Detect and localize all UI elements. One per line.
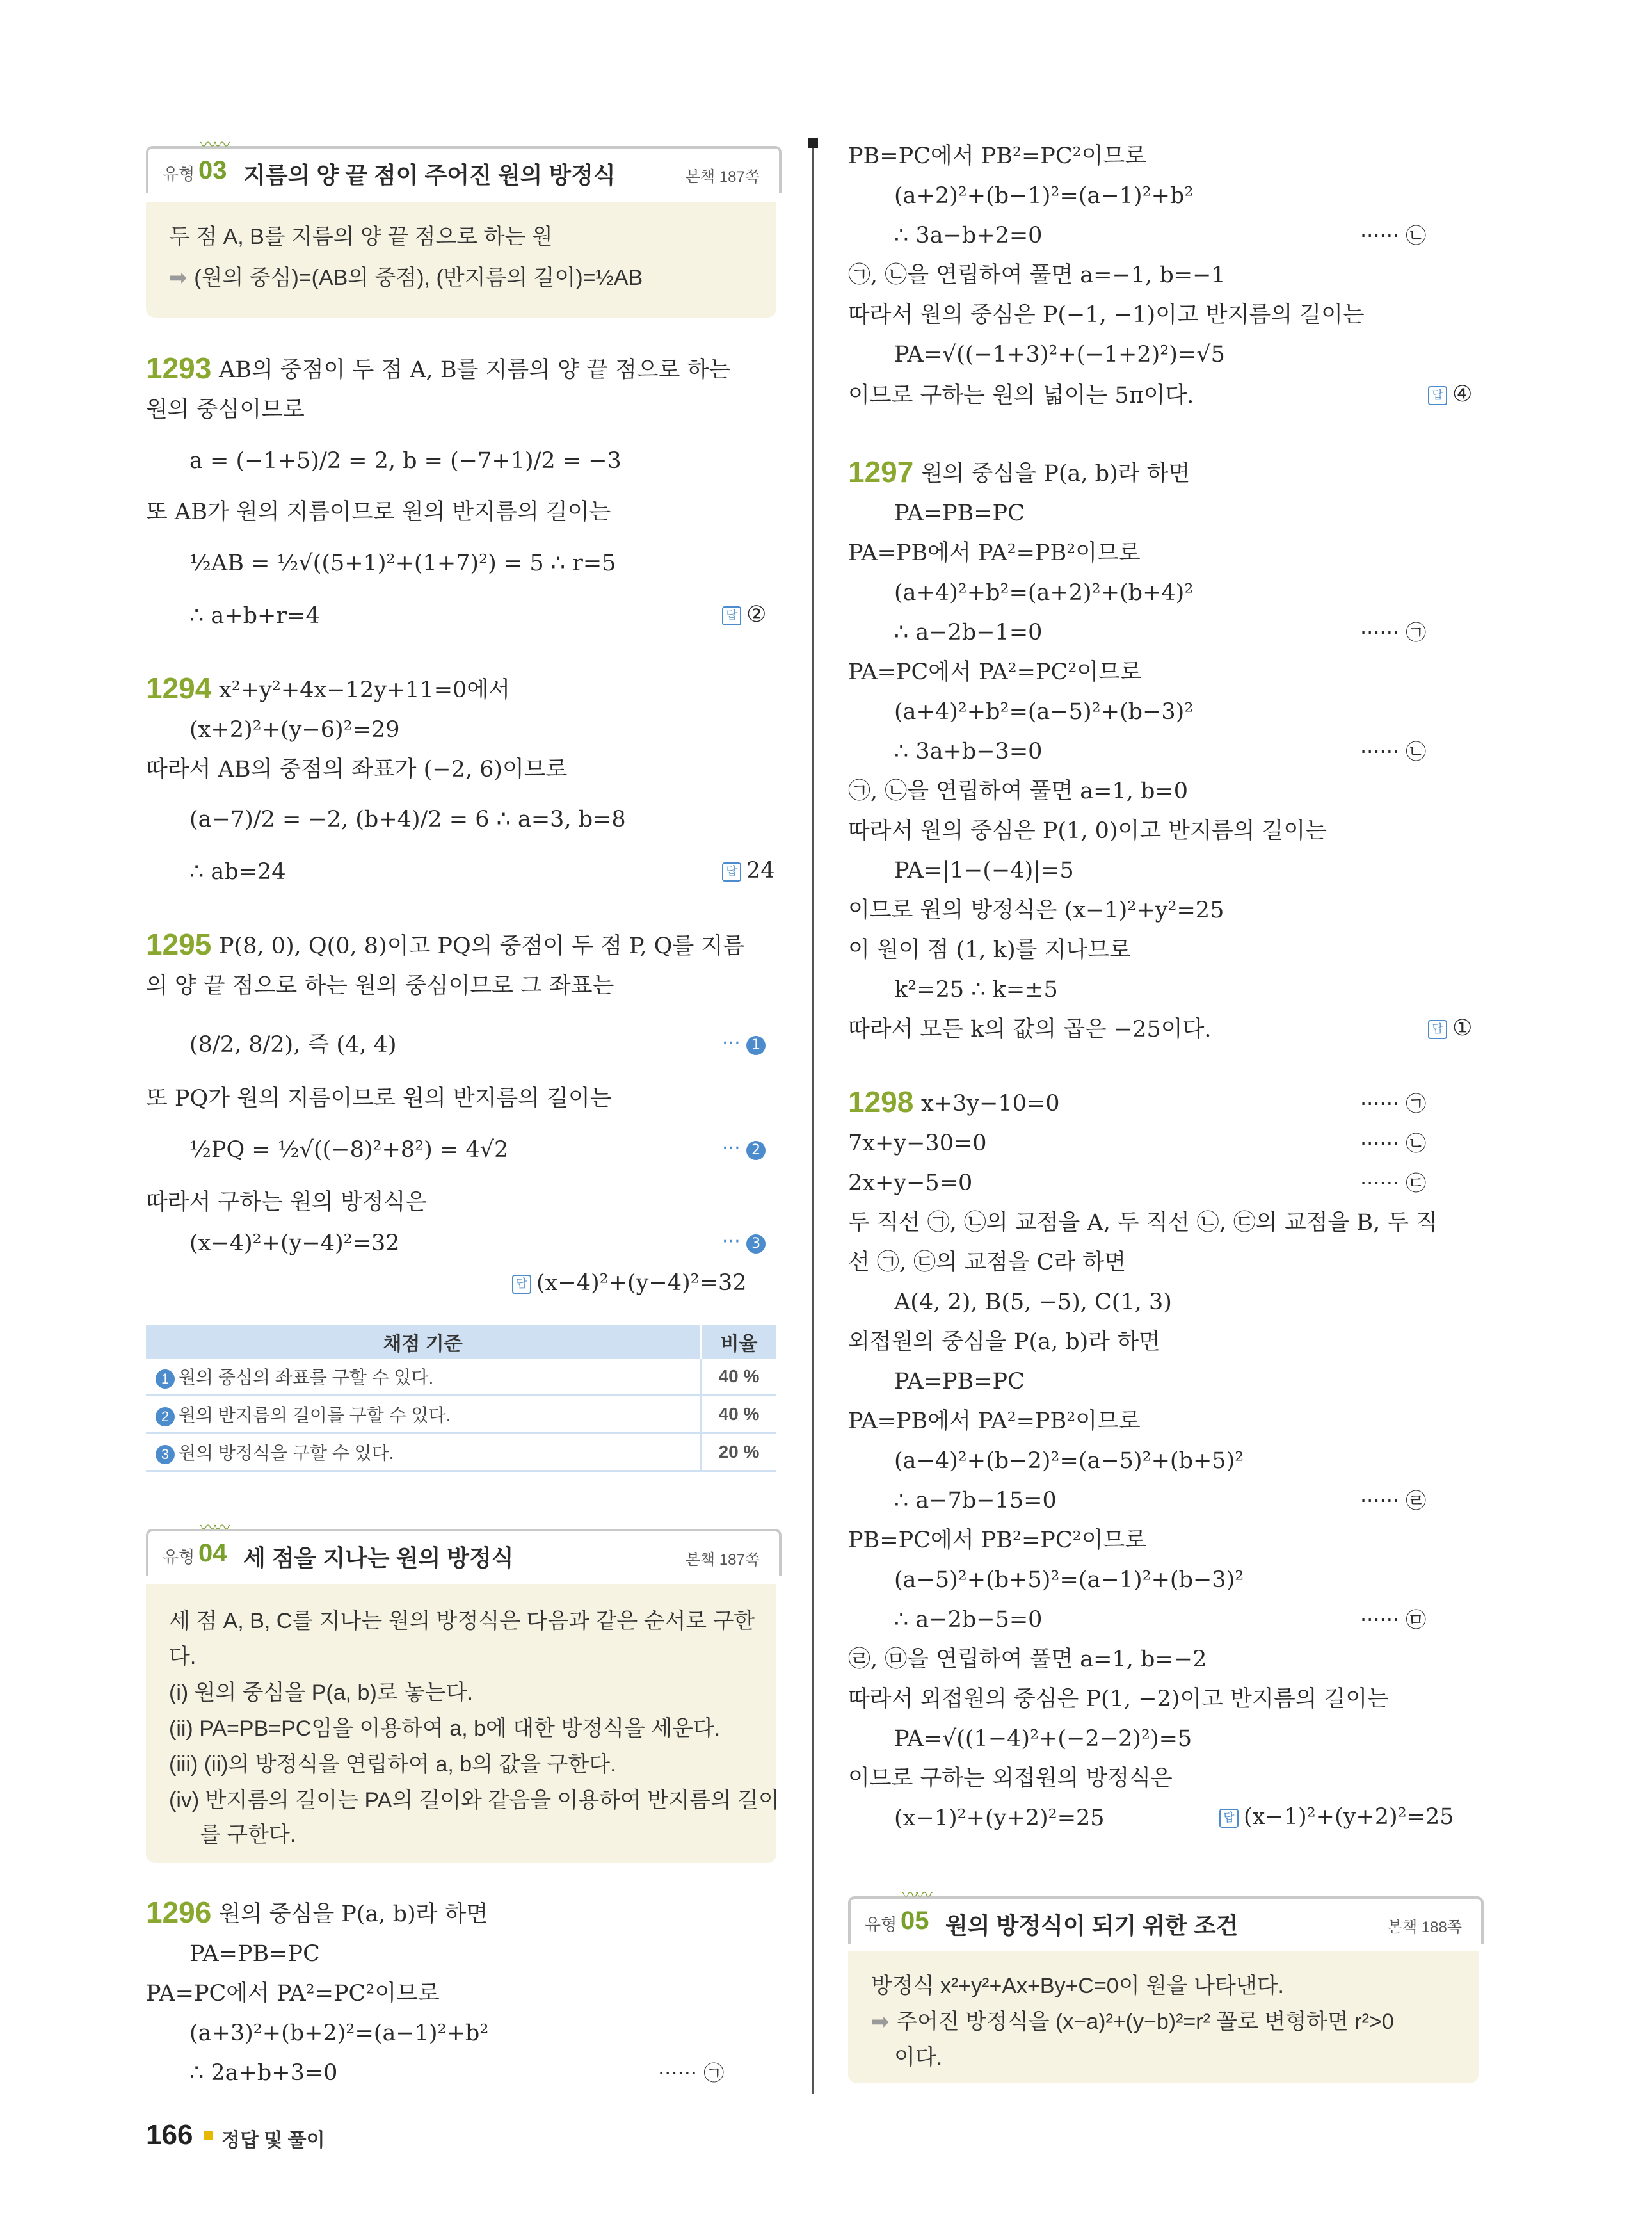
solution-line: 따라서 구하는 원의 방정식은: [146, 1190, 428, 1215]
solution-line: PB=PC에서 PB²=PC²이므로: [848, 143, 1147, 169]
type-title: 세 점을 지나는 원의 방정식: [243, 1545, 514, 1571]
type-number: 03: [198, 156, 227, 184]
equation-marker: ······ ㉡: [1360, 1131, 1427, 1156]
table-row: [146, 1396, 776, 1433]
solution-line: 따라서 외접원의 중심은 P(1, −2)이고 반지름의 길이는: [848, 1686, 1389, 1712]
book-reference: 본책 188쪽: [1387, 1919, 1462, 1936]
answer-value: (x−1)²+(y+2)²=25: [1244, 1804, 1454, 1830]
table-cell: [146, 1359, 701, 1396]
solution-line: (a−5)²+(b+5)²=(a−1)²+(b−3)²: [894, 1567, 1244, 1593]
solution-line: 원의 중심을 P(a, b)라 하면: [921, 461, 1191, 487]
equation-marker: ······ ㉤: [1360, 1608, 1427, 1632]
answer: [1428, 1015, 1472, 1041]
solution-line: x²+y²+4x−12y+11=0에서: [219, 677, 510, 703]
hint-line: 방정식 x²+y²+Ax+By+C=0이 원을 나타낸다.: [871, 1974, 1284, 1998]
solution-line: PB=PC에서 PB²=PC²이므로: [848, 1528, 1147, 1553]
equation-marker: ······ ㉢: [1360, 1171, 1427, 1195]
answer: [722, 602, 766, 627]
solution-line: (a−7)/2 = −2, (b+4)/2 = 6 ∴ a=3, b=8: [189, 807, 626, 832]
answer: [722, 858, 775, 884]
solution-line: 이므로 구하는 원의 넓이는 5π이다.: [848, 383, 1194, 408]
solution-line: ∴ a−2b−1=0: [894, 620, 1043, 645]
hint-line: 세 점 A, B, C를 지나는 원의 방정식은 다음과 같은 순서로 구한: [169, 1609, 755, 1633]
hint-line: (i) 원의 중심을 P(a, b)로 놓는다.: [169, 1681, 474, 1705]
criterion-text: 원의 방정식을 구할 수 있다.: [179, 1443, 394, 1463]
column-header: 비율: [701, 1325, 777, 1359]
column-divider: [812, 141, 814, 2094]
answer-mark-icon: 답: [722, 606, 741, 625]
answer: [512, 1270, 747, 1296]
table-row: [146, 1359, 776, 1396]
wave-ornament: 〰〰: [200, 1519, 229, 1538]
type-title: 지름의 양 끝 점이 주어진 원의 방정식: [243, 162, 616, 188]
equation-marker: ······ ㉠: [1360, 1092, 1427, 1116]
solution-line: 또 AB가 원의 지름이므로 원의 반지름의 길이는: [146, 499, 611, 525]
solution-line: 2x+y−5=0: [848, 1170, 973, 1196]
table-header-row: [146, 1325, 776, 1359]
answer: [1219, 1804, 1454, 1830]
table-cell: 40 %: [701, 1359, 777, 1396]
book-reference: 본책 187쪽: [685, 168, 760, 186]
type-title: 원의 방정식이 되기 위한 조건: [945, 1912, 1239, 1939]
problem-number: 1298: [848, 1085, 914, 1118]
hint-line: 다.: [169, 1645, 196, 1669]
solution-line: 따라서 원의 중심은 P(1, 0)이고 반지름의 길이는: [848, 818, 1327, 844]
step-marker: ··· 1: [722, 1032, 769, 1055]
answer-mark-icon: 답: [1219, 1809, 1239, 1828]
type05-header: [848, 1886, 1484, 1944]
solution-line: PA=PC에서 PA²=PC²이므로: [146, 1981, 440, 2006]
hint-line: [871, 2004, 1394, 2035]
step-number: 3: [156, 1445, 175, 1464]
step-number: 2: [746, 1141, 766, 1160]
criterion-text: 원의 중심의 좌표를 구할 수 있다.: [179, 1368, 434, 1387]
solution-line: ∴ 2a+b+3=0: [189, 2060, 338, 2086]
table-cell: [146, 1433, 701, 1471]
step-number: 1: [156, 1369, 175, 1389]
arrow-right-icon: ➡: [871, 2009, 897, 2035]
hint-formula: 주어진 방정식을 (x−a)²+(y−b)²=r² 꼴로 변형하면 r²>0: [896, 2010, 1394, 2034]
solution-line: AB의 중점이 두 점 A, B를 지름의 양 끝 점으로 하는: [219, 357, 731, 383]
answer-value: (x−4)²+(y−4)²=32: [536, 1270, 747, 1296]
solution-line: A(4, 2), B(5, −5), C(1, 3): [894, 1289, 1172, 1315]
solution-line: PA=PB에서 PA²=PB²이므로: [848, 540, 1141, 566]
solution-line: 7x+y−30=0: [848, 1131, 987, 1156]
solution-line: 의 양 끝 점으로 하는 원의 중심이므로 그 좌표는: [146, 973, 614, 999]
answer-mark-icon: 답: [512, 1275, 531, 1294]
solution-line: (a+3)²+(b+2)²=(a−1)²+b²: [189, 2021, 489, 2046]
divider-marker: [808, 138, 818, 148]
solution-line: (x−1)²+(y+2)²=25: [894, 1805, 1105, 1831]
hint-line: (ii) PA=PB=PC임을 이용하여 a, b에 대한 방정식을 세운다.: [169, 1716, 721, 1741]
hint-line: (iii) (ii)의 방정식을 연립하여 a, b의 값을 구한다.: [169, 1752, 616, 1777]
solution-line: x+3y−10=0: [921, 1091, 1060, 1117]
solution-line: (8/2, 8/2), 즉 (4, 4): [189, 1032, 397, 1058]
step-marker: ··· 2: [722, 1137, 769, 1160]
solution-line: 이므로 원의 방정식은 (x−1)²+y²=25: [848, 898, 1224, 923]
solution-line: PA=PB=PC: [894, 501, 1025, 526]
answer-value: 24: [746, 858, 775, 884]
table-cell: 40 %: [701, 1396, 777, 1433]
step-number: 3: [746, 1234, 766, 1254]
solution-line: PA=√((−1+3)²+(−1+2)²)=√5: [894, 342, 1225, 367]
solution-line: ∴ 3a−b+2=0: [894, 223, 1043, 248]
answer-mark-icon: 답: [722, 862, 741, 882]
wave-ornament: 〰〰: [902, 1886, 931, 1905]
solution-line: 이 원이 점 (1, k)를 지나므로: [848, 937, 1131, 963]
footer-label: 정답 및 풀이: [221, 2130, 325, 2151]
wave-ornament: 〰〰: [200, 136, 229, 155]
equation-marker: ······ ㉠: [1360, 620, 1427, 645]
hint-line: (iv) 반지름의 길이는 PA의 길이와 같음을 이용하여 반지름의 길이: [169, 1788, 780, 1812]
solution-line: P(8, 0), Q(0, 8)이고 PQ의 중점이 두 점 P, Q를 지름: [219, 933, 744, 959]
solution-line: (a+4)²+b²=(a+2)²+(b+4)²: [894, 580, 1194, 606]
step-number: 1: [746, 1036, 766, 1055]
solution-line: ½AB = ½√((5+1)²+(1+7)²) = 5 ∴ r=5: [189, 551, 616, 576]
problem-number: 1296: [146, 1896, 212, 1929]
type05-hint: [848, 1951, 1479, 2083]
type04-header: [146, 1519, 782, 1576]
solution-line: a = (−1+5)/2 = 2, b = (−7+1)/2 = −3: [189, 448, 622, 474]
criterion-text: 원의 반지름의 길이를 구할 수 있다.: [179, 1405, 451, 1425]
solution-line: (x+2)²+(y−6)²=29: [189, 717, 400, 743]
table-cell: [146, 1396, 701, 1433]
solution-line: PA=PB=PC: [189, 1941, 320, 1967]
problem-number: 1293: [146, 351, 212, 385]
hint-formula: (원의 중심)=(AB의 중점), (반지름의 길이)=½AB: [194, 266, 643, 290]
arrow-right-icon: ➡: [169, 265, 195, 291]
equation-marker: ······ ㉠: [658, 2061, 725, 2085]
solution-line: 선 ㉠, ㉢의 교점을 C라 하면: [848, 1250, 1127, 1275]
solution-line: ∴ a−7b−15=0: [894, 1488, 1057, 1513]
solution-line: ∴ ab=24: [189, 859, 286, 885]
solution-line: PA=PB=PC: [894, 1369, 1025, 1394]
solution-line: 원의 중심이므로: [146, 397, 305, 423]
solution-line: 원의 중심을 P(a, b)라 하면: [219, 1901, 488, 1927]
answer-value: ①: [1452, 1015, 1473, 1041]
solution-line: ∴ a+b+r=4: [189, 603, 320, 629]
type03-header: [146, 136, 782, 193]
answer: [1428, 382, 1472, 407]
solution-line: ∴ a−2b−5=0: [894, 1607, 1043, 1633]
solution-line: PA=√((1−4)²+(−2−2)²)=5: [894, 1726, 1192, 1752]
problem-number: 1295: [146, 928, 212, 961]
scoring-table: [146, 1325, 776, 1472]
table-cell: 20 %: [701, 1433, 777, 1471]
type-number: 04: [198, 1539, 227, 1567]
hint-line: 를 구한다.: [200, 1823, 296, 1847]
solution-line: (a−4)²+(b−2)²=(a−5)²+(b+5)²: [894, 1448, 1244, 1474]
solution-line: ㉣, ㉤을 연립하여 풀면 a=1, b=−2: [848, 1647, 1207, 1672]
type-number: 05: [901, 1907, 929, 1935]
answer-mark-icon: 답: [1428, 386, 1447, 405]
solution-line: 따라서 원의 중심은 P(−1, −1)이고 반지름의 길이는: [848, 302, 1365, 328]
solution-line: 또 PQ가 원의 지름이므로 원의 반지름의 길이는: [146, 1086, 612, 1111]
hint-line: [169, 260, 643, 291]
solution-line: 이므로 구하는 외접원의 방정식은: [848, 1766, 1173, 1791]
solution-line: (a+2)²+(b−1)²=(a−1)²+b²: [894, 183, 1194, 209]
solution-line: 외접원의 중심을 P(a, b)라 하면: [848, 1329, 1160, 1355]
solution-line: PA=PC에서 PA²=PC²이므로: [848, 659, 1142, 685]
solution-line: 따라서 모든 k의 값의 곱은 −25이다.: [848, 1017, 1212, 1042]
equation-marker: ······ ㉡: [1360, 223, 1427, 248]
solution-line: (x−4)²+(y−4)²=32: [189, 1230, 400, 1256]
solution-line: ㉠, ㉡을 연립하여 풀면 a=−1, b=−1: [848, 262, 1226, 288]
solution-line: (a+4)²+b²=(a−5)²+(b−3)²: [894, 699, 1194, 725]
equation-marker: ······ ㉡: [1360, 739, 1427, 764]
type-tag: 유형: [865, 1915, 897, 1934]
problem-number: 1294: [146, 672, 212, 705]
type-tag: 유형: [163, 165, 195, 184]
solution-line: PA=PB에서 PA²=PB²이므로: [848, 1408, 1141, 1434]
solution-line: ㉠, ㉡을 연립하여 풀면 a=1, b=0: [848, 779, 1189, 804]
book-reference: 본책 187쪽: [685, 1551, 760, 1569]
solution-line: 두 직선 ㉠, ㉡의 교점을 A, 두 직선 ㉡, ㉢의 교점을 B, 두 직: [848, 1210, 1438, 1236]
type04-hint: [146, 1584, 780, 1863]
column-header: 채점 기준: [146, 1325, 701, 1359]
page-number: 166: [146, 2119, 193, 2150]
table-row: [146, 1433, 776, 1471]
solution-line: 따라서 AB의 중점의 좌표가 (−2, 6)이므로: [146, 757, 568, 782]
hint-line: 이다.: [894, 2045, 943, 2070]
hint-line: 두 점 A, B를 지름의 양 끝 점으로 하는 원: [169, 225, 553, 249]
answer-value: ②: [746, 602, 767, 627]
answer-value: ④: [1452, 382, 1473, 407]
type03-hint: [146, 202, 776, 318]
equation-marker: ······ ㉣: [1360, 1489, 1427, 1513]
solution-line: ∴ 3a+b−3=0: [894, 739, 1043, 764]
solution-line: PA=|1−(−4)|=5: [894, 858, 1074, 884]
solution-line: ½PQ = ½√((−8)²+8²) = 4√2: [189, 1137, 509, 1163]
solution-line: k²=25 ∴ k=±5: [894, 977, 1058, 1003]
step-number: 2: [156, 1407, 175, 1426]
footer-square-icon: [204, 2131, 213, 2140]
type-tag: 유형: [163, 1547, 195, 1567]
step-marker: ··· 3: [722, 1230, 769, 1254]
problem-number: 1297: [848, 455, 914, 488]
answer-mark-icon: 답: [1428, 1020, 1447, 1039]
